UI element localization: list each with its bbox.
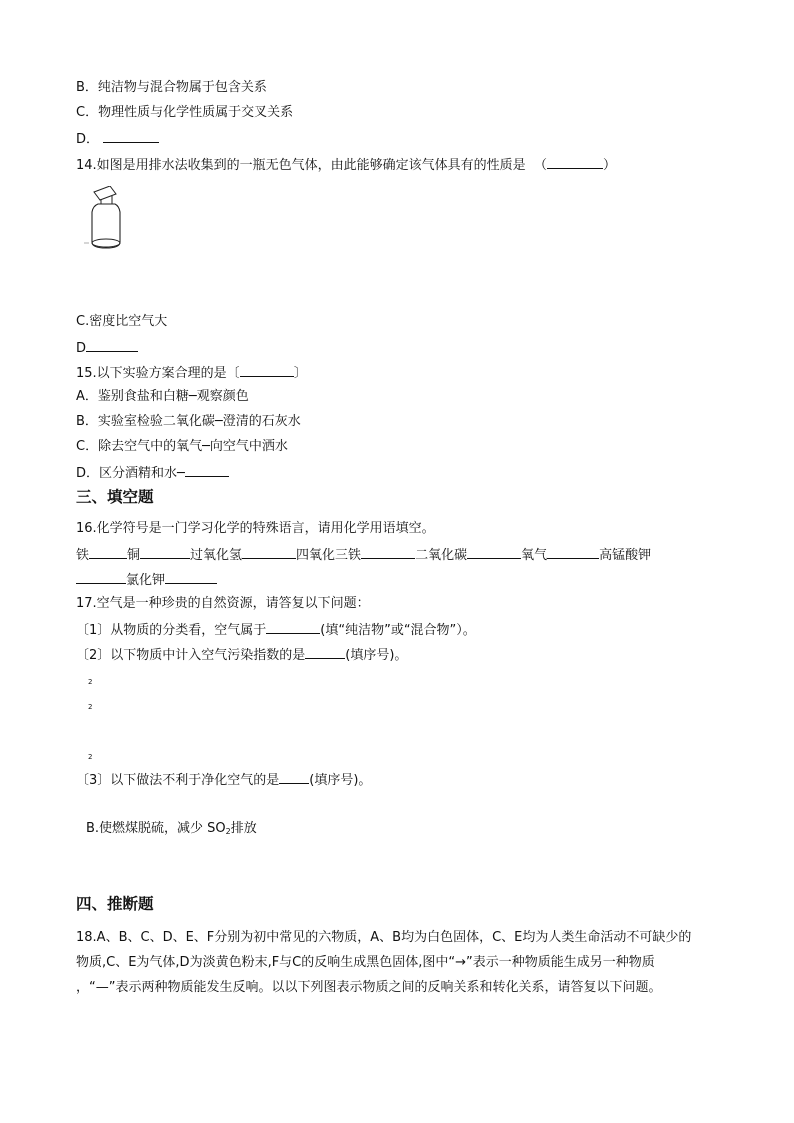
q17-subscript-1: 2 (88, 678, 93, 686)
q17-part-1-post: (填“纯洁物”或“混合物”）。 (320, 623, 476, 638)
gas-bottle-icon (84, 186, 128, 252)
q17-option-b-text: B.使燃煤脱硫，减少 SO (86, 821, 226, 836)
q16-blank-fe3o4[interactable] (361, 546, 415, 559)
q16-item-kcl: 氯化钾 (126, 573, 166, 588)
q18-line-1: 18.A、B、C、D、E、F分别为初中常见的六物质，A、B均为白色固体，C、E均为人类生命活动不可缺少的 (76, 930, 692, 945)
q16-item-h2o2: 过氧化氢 (190, 548, 243, 563)
q16-item-kmno4: 高锰酸钾 (599, 548, 652, 563)
q16-blank-o2[interactable] (547, 546, 599, 559)
q13-option-b: B．纯洁物与混合物属于包含关系 (76, 80, 267, 95)
section-title-fill-in: 三、填空题 (76, 487, 154, 506)
q14-stem-text: 14.如图是用排水法收集到的一瓶无色气体，由此能够确定该气体具有的性质是 （ (76, 158, 547, 173)
q16-row-1 (76, 546, 651, 564)
q16-item-co2: 二氧化碳 (415, 548, 468, 563)
q18-line-2: 物质,C、E为气体,D为淡黄色粉末,F与C的反响生成黑色固体,图中“→”表示一种物质能生成另一种物质 (76, 955, 655, 970)
q16-stem: 16.化学符号是一门学习化学的特殊语言，请用化学用语填空。 (76, 521, 435, 536)
q17-option-b-subscript: 2 (225, 827, 231, 836)
q16-item-copper: 铜 (127, 548, 141, 563)
q17-option-b-post: 排放 (230, 821, 257, 836)
q15-option-b: B．实验室检验二氧化碳─澄清的石灰水 (76, 414, 301, 429)
q16-item-o2: 氧气 (521, 548, 548, 563)
q17-stem: 17.空气是一种珍贵的自然资源，请答复以下问题： (76, 596, 370, 611)
q16-blank-kmno4[interactable] (76, 571, 126, 584)
q13-option-d-label: D． (76, 132, 100, 147)
q17-part-2 (76, 646, 407, 664)
q15-option-d-label: D．区分酒精和水─ (76, 466, 185, 481)
q17-part-2-pre: 〔2〕以下物质中计入空气污染指数的是 (76, 648, 306, 663)
q17-part-1-pre: 〔1〕从物质的分类看，空气属于 (76, 623, 267, 638)
q14-option-c: C.密度比空气大 (76, 314, 168, 329)
q15-stem-close: 〕 (293, 366, 307, 381)
q15-option-d-blank[interactable] (185, 464, 229, 477)
q15-stem (76, 364, 307, 382)
q17-part-2-blank[interactable] (305, 646, 345, 659)
q14-option-d (76, 339, 138, 357)
q17-part-3-blank[interactable] (279, 771, 309, 784)
q14-option-d-label: D (76, 341, 87, 356)
q16-blank-copper[interactable] (140, 546, 190, 559)
q18-line-3: ，“—”表示两种物质能发生反响。以以下列图表示物质之间的反响关系和转化关系，请答复以下问题。 (76, 980, 662, 995)
q17-part-2-post: (填序号)。 (345, 648, 408, 663)
q14-stem-close: ） (602, 158, 616, 173)
section-title-inference: 四、推断题 (76, 894, 154, 913)
q17-subscript-2: 2 (88, 703, 93, 711)
q15-answer-blank[interactable] (240, 364, 294, 377)
q16-item-fe3o4: 四氧化三铁 (296, 548, 362, 563)
q17-subscript-3: 2 (88, 753, 93, 761)
q13-option-c: C．物理性质与化学性质属于交叉关系 (76, 105, 294, 120)
q15-stem-text: 15.以下实验方案合理的是〔 (76, 366, 240, 381)
q15-option-c: C．除去空气中的氧气─向空气中洒水 (76, 439, 288, 454)
q17-part-3 (76, 771, 371, 789)
q16-blank-co2[interactable] (467, 546, 521, 559)
q17-part-1 (76, 621, 476, 639)
q16-item-iron: 铁 (76, 548, 90, 563)
q17-part-3-post: (填序号)。 (309, 773, 372, 788)
q17-option-b (86, 821, 257, 840)
q13-option-d (76, 130, 159, 148)
q16-blank-iron[interactable] (89, 546, 127, 559)
q15-option-d (76, 464, 229, 482)
q14-stem (76, 156, 616, 174)
q17-part-1-blank[interactable] (266, 621, 320, 634)
q16-blank-h2o2[interactable] (242, 546, 296, 559)
q14-option-d-blank[interactable] (86, 339, 138, 352)
q13-answer-blank[interactable] (103, 130, 159, 143)
q14-answer-blank[interactable] (547, 156, 603, 169)
q16-blank-kcl[interactable] (165, 571, 217, 584)
q15-option-a: A．鉴别食盐和白糖─观察颜色 (76, 389, 249, 404)
q16-row-2 (76, 571, 217, 589)
q17-part-3-pre: 〔3〕以下做法不利于净化空气的是 (76, 773, 280, 788)
